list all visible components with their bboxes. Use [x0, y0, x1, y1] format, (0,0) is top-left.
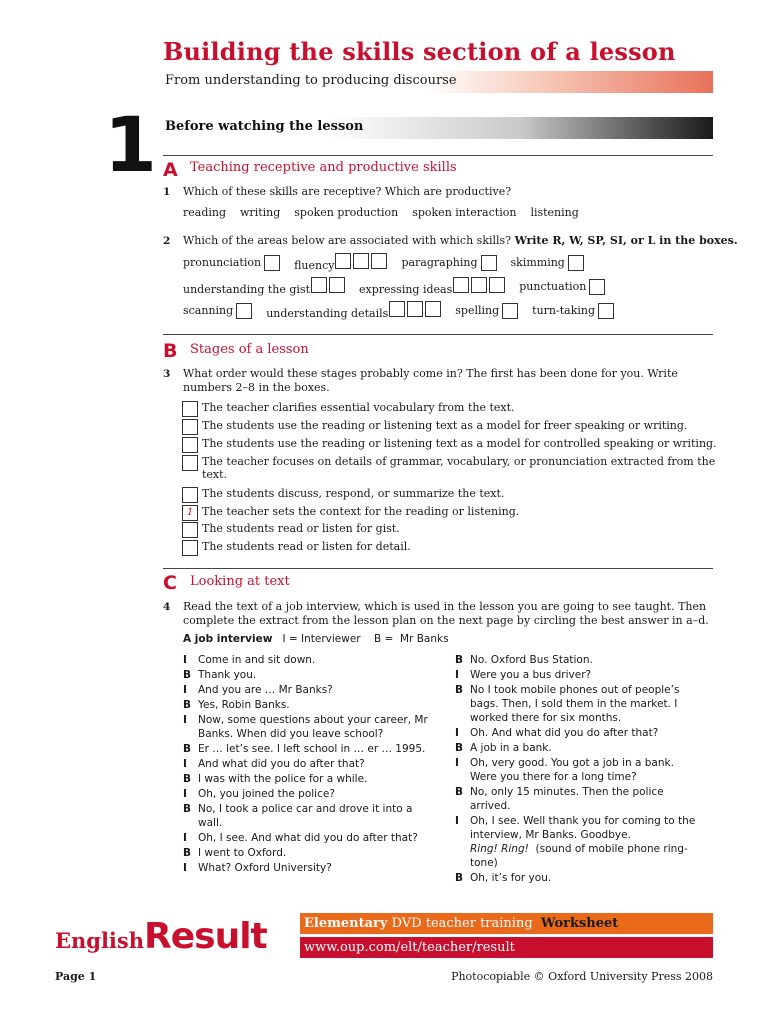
skill-word: spoken production: [294, 206, 399, 219]
dialog-line: I Oh, very good. You got a job in a bank. Were you there for a long time?: [455, 757, 674, 783]
dialog-line: I Oh, I see. And what did you do after that?: [183, 832, 418, 844]
part-c-letter: C: [163, 572, 177, 594]
dialog-line: I And you are … Mr Banks?: [183, 684, 333, 696]
dialog-left-column: [183, 653, 428, 875]
answer-box[interactable]: [489, 277, 505, 293]
dialog-legend: I = Interviewer B = Mr Banks: [282, 633, 449, 645]
question-2-number: 2: [163, 235, 171, 247]
stage-item: [182, 455, 732, 481]
page-title: Building the skills section of a lesson: [163, 37, 676, 66]
stage-text: The students discuss, respond, or summarize the text.: [202, 487, 505, 500]
area-turn-taking: turn-taking: [532, 303, 614, 319]
question-3-number: 3: [163, 368, 171, 380]
area-details: understanding details: [266, 301, 441, 320]
stage-item: [182, 419, 732, 435]
answer-box[interactable]: [389, 301, 405, 317]
areas-row-1: [183, 253, 584, 272]
course-name: DVD teacher training: [391, 916, 533, 931]
question-1-text: Which of these skills are receptive? Which are productive?: [183, 185, 512, 198]
question-4-text: Read the text of a job interview, which is used in the lesson you are going to see taught. Then complete the extract from the lesson plan on the next page by circling the best answer in a–d.: [183, 600, 709, 627]
answer-box[interactable]: [598, 303, 614, 319]
ring-italic: Ring! Ring!: [470, 843, 529, 855]
question-1-number: 1: [163, 186, 171, 198]
dialog-right-column: [455, 653, 700, 885]
dialog-line: B I was with the police for a while.: [183, 773, 368, 785]
dialog-line: B Oh, it’s for you.: [455, 872, 552, 884]
answer-box[interactable]: [568, 255, 584, 271]
stage-box[interactable]: [182, 540, 198, 556]
dialog-line: I Come in and sit down.: [183, 654, 316, 666]
skill-word: spoken interaction: [412, 206, 517, 219]
dialog-line: B No. Oxford Bus Station.: [455, 654, 593, 666]
stage-box[interactable]: 1: [182, 505, 198, 521]
stage-text: The teacher focuses on details of grammar, vocabulary, or pronunciation extracted from the text.: [202, 455, 716, 481]
copyright: Photocopiable © Oxford University Press 2008: [451, 970, 713, 983]
stage-item: [182, 401, 732, 417]
course-level: Elementary: [304, 916, 388, 931]
stage-text: The teacher clarifies essential vocabulary from the text.: [202, 401, 515, 414]
dialog-header: [183, 633, 449, 645]
areas-row-3: [183, 301, 614, 320]
question-2-prompt: Which of the areas below are associated with which skills?: [183, 234, 512, 247]
answer-box[interactable]: [353, 253, 369, 269]
answer-box[interactable]: [329, 277, 345, 293]
stage-box[interactable]: [182, 487, 198, 503]
dialog-title: A job interview: [183, 633, 273, 645]
dialog-line: I Now, some questions about your career, Mr Banks. When did you leave school?: [183, 714, 428, 740]
answer-box[interactable]: [311, 277, 327, 293]
english-result-logo: [55, 916, 267, 957]
course-url[interactable]: www.oup.com/elt/teacher/result: [304, 940, 515, 955]
area-skimming: skimming: [511, 255, 584, 271]
worksheet-label: Worksheet: [540, 916, 619, 931]
part-c-heading: Looking at text: [190, 574, 290, 589]
dialog-line: I Oh. And what did you do after that?: [455, 727, 659, 739]
stage-text: The students read or listen for gist.: [202, 522, 400, 535]
question-2-instruction: Write R, W, SP, SI, or L in the boxes.: [514, 234, 738, 247]
dialog-stage-direction: [455, 842, 700, 870]
dialog-line: B Yes, Robin Banks.: [183, 699, 290, 711]
skill-word: listening: [530, 206, 579, 219]
divider-c: [163, 568, 713, 569]
dialog-line: I Were you a bus driver?: [455, 669, 592, 681]
area-spelling: spelling: [455, 303, 518, 319]
logo-result: Result: [144, 916, 267, 957]
dialog-line: I Oh, I see. Well thank you for coming to the interview, Mr Banks. Goodbye.: [455, 815, 696, 841]
skill-word: reading: [183, 206, 227, 219]
dialog-line: I Oh, you joined the police?: [183, 788, 335, 800]
dialog-line: B No, I took a police car and drove it into a wall.: [183, 803, 413, 829]
page-number: Page 1: [55, 970, 97, 983]
question-3-text: What order would these stages probably come in? The first has been done for you. Write numbers 2–8 in the boxes.: [183, 367, 678, 394]
stage-box[interactable]: [182, 401, 198, 417]
answer-box[interactable]: [407, 301, 423, 317]
area-gist: understanding the gist: [183, 277, 345, 296]
part-a-letter: A: [163, 159, 178, 181]
area-punctuation: punctuation: [519, 279, 605, 295]
dialog-line: B No, only 15 minutes. Then the police arrived.: [455, 786, 664, 812]
dialog-line: B Er … let’s see. I left school in … er … 1995.: [183, 743, 426, 755]
part-b-heading: Stages of a lesson: [190, 342, 309, 357]
ring-note: (sound of mobile phone ring-tone): [470, 843, 688, 869]
stage-item: [182, 505, 732, 521]
page-subtitle: From understanding to producing discourse: [165, 73, 457, 88]
answer-box[interactable]: [236, 303, 252, 319]
answer-box[interactable]: [471, 277, 487, 293]
section-title: Before watching the lesson: [165, 119, 364, 134]
dialog-line: I What? Oxford University?: [183, 862, 332, 874]
divider-a: [163, 155, 713, 156]
answer-box[interactable]: [371, 253, 387, 269]
area-paragraphing: paragraphing: [401, 255, 496, 271]
dialog-line: B I went to Oxford.: [183, 847, 287, 859]
logo-english: English: [55, 928, 145, 953]
answer-box[interactable]: [453, 277, 469, 293]
part-a-heading: Teaching receptive and productive skills: [190, 160, 457, 175]
stage-item: [182, 437, 732, 453]
skill-word: writing: [240, 206, 281, 219]
answer-box[interactable]: [502, 303, 518, 319]
url-bar[interactable]: [300, 937, 713, 958]
divider-b: [163, 334, 713, 335]
skills-list: [183, 206, 579, 219]
stage-item: [182, 487, 732, 503]
stage-text: The teacher sets the context for the reading or listening.: [202, 505, 520, 518]
question-2-text: [183, 234, 738, 248]
stage-item: [182, 522, 732, 538]
stage-box[interactable]: [182, 437, 198, 453]
answer-box[interactable]: [335, 253, 351, 269]
areas-row-2: [183, 277, 605, 296]
dialog-line: B No I took mobile phones out of people’s bags. Then, I sold them in the market. I worked there for six months.: [455, 684, 680, 724]
stage-box[interactable]: [182, 419, 198, 435]
stage-text: The students use the reading or listening text as a model for controlled speaking or writing.: [202, 437, 717, 450]
area-pronunciation: pronunciation: [183, 255, 280, 271]
area-fluency: fluency: [294, 253, 387, 272]
stage-text: The students use the reading or listening text as a model for freer speaking or writing.: [202, 419, 688, 432]
stage-item: [182, 540, 732, 556]
course-bar: [300, 913, 713, 934]
section-number: 1: [104, 100, 157, 189]
area-scanning: scanning: [183, 303, 252, 319]
part-b-letter: B: [163, 340, 178, 362]
dialog-line: I And what did you do after that?: [183, 758, 365, 770]
dialog-line: B A job in a bank.: [455, 742, 552, 754]
stage-box[interactable]: [182, 522, 198, 538]
answer-box[interactable]: [425, 301, 441, 317]
answer-box[interactable]: [589, 279, 605, 295]
answer-box[interactable]: [481, 255, 497, 271]
stage-text: The students read or listen for detail.: [202, 540, 411, 553]
question-4-number: 4: [163, 601, 171, 613]
area-expressing-ideas: expressing ideas: [359, 277, 505, 296]
dialog-line: B Thank you.: [183, 669, 257, 681]
stage-box[interactable]: [182, 455, 198, 471]
answer-box[interactable]: [264, 255, 280, 271]
